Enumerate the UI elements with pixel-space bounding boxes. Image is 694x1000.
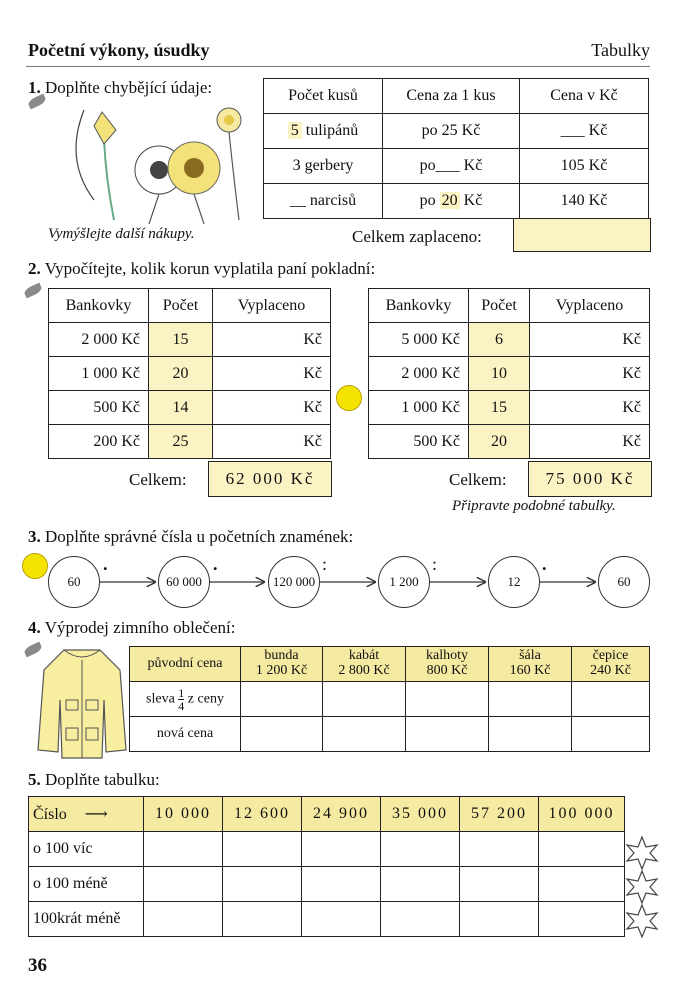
ex4-cell[interactable] <box>572 682 650 717</box>
ex5-table <box>28 796 625 937</box>
ex4-item-name: šála <box>519 648 541 664</box>
ex3-operator: : <box>432 554 438 574</box>
ex3-operator: . <box>213 554 218 574</box>
ex2-header-notes: Bankovky <box>369 289 469 323</box>
ex5-number-cell: 57 200 <box>460 797 539 832</box>
ex4-item-price: 240 Kč <box>590 663 631 678</box>
ex1-paid-label: Celkem zaplaceno: <box>352 227 482 246</box>
ex1-qty-blank: __ <box>289 192 306 209</box>
ex5-number-cell: 10 000 <box>144 797 223 832</box>
ex4-item-name: kalhoty <box>426 648 468 664</box>
ex4-discount-suffix: z ceny <box>187 691 224 707</box>
ex4-discount-word: sleva <box>146 691 175 707</box>
ex1-header-unit-price: Cena za 1 kus <box>383 79 520 114</box>
ex5-cell[interactable] <box>223 832 302 867</box>
ex5-cell[interactable] <box>539 832 625 867</box>
ex4-cell[interactable] <box>323 717 406 752</box>
ex4-item <box>489 647 572 682</box>
jacket-illustration <box>34 640 130 760</box>
ex1-price-unit: Kč <box>463 192 483 209</box>
ex1-qty-value: 3 <box>292 157 301 174</box>
ex1-header-qty: Počet kusů <box>264 79 383 114</box>
arrow-right-icon: ⟶ <box>84 806 108 823</box>
ex2-note-value: 5 000 Kč <box>369 323 469 357</box>
ex4-cell[interactable] <box>406 682 489 717</box>
ex5-cell[interactable] <box>460 902 539 937</box>
table-row <box>29 867 625 902</box>
ex5-number-cell: 24 900 <box>302 797 381 832</box>
ex2-header-paid: Vyplaceno <box>530 289 650 323</box>
ex4-item-name: kabát <box>348 648 380 664</box>
ex4-cell[interactable] <box>323 682 406 717</box>
ex2-paid-cell[interactable]: Kč <box>213 323 331 357</box>
ex2-note-value: 2 000 Kč <box>49 323 149 357</box>
ex2-right-total-label: Celkem: <box>449 470 507 489</box>
ex2-paid-cell[interactable]: Kč <box>530 357 650 391</box>
ex2-note-value: 1 000 Kč <box>49 357 149 391</box>
ex5-cell[interactable] <box>460 832 539 867</box>
ex1-note: Vymýšlejte další nákupy. <box>48 226 195 242</box>
ex4-cell[interactable] <box>241 682 323 717</box>
ex5-cell[interactable] <box>223 867 302 902</box>
ex1-item: gerbery <box>304 157 354 174</box>
table-row <box>29 902 625 937</box>
ex4-item-price: 160 Kč <box>509 663 551 678</box>
ex2-header-paid: Vyplaceno <box>213 289 331 323</box>
ex5-number-cell: 12 600 <box>223 797 302 832</box>
ex3-circle: 1 200 <box>378 556 430 608</box>
ex2-left-total-label: Celkem: <box>129 470 187 489</box>
ex1-price-prefix: po <box>419 192 436 209</box>
ex3-circle: 60 000 <box>158 556 210 608</box>
ex4-item <box>572 647 650 682</box>
ex5-cell[interactable] <box>460 867 539 902</box>
ex1-price-value: 25 <box>441 122 458 139</box>
ex3-operator: : <box>322 554 328 574</box>
ex2-count: 20 <box>149 357 213 391</box>
table-row <box>130 682 650 717</box>
ex2-paid-cell[interactable]: Kč <box>530 425 650 459</box>
ex3-title: Doplňte správné čísla u početních znamének: <box>45 527 354 546</box>
ex5-cell[interactable] <box>302 867 381 902</box>
ex2-count: 14 <box>149 391 213 425</box>
ex2-paid-cell[interactable]: Kč <box>530 391 650 425</box>
ex3-circle: 60 <box>598 556 650 608</box>
ex2-note-value: 2 000 Kč <box>369 357 469 391</box>
ex5-head-label <box>29 797 144 832</box>
ex1-total-cell[interactable]: ___ Kč <box>520 114 649 149</box>
ex5-row-label: o 100 méně <box>29 867 144 902</box>
ex4-item <box>406 647 489 682</box>
ex5-number-cell: 100 000 <box>539 797 625 832</box>
ex4-item <box>241 647 323 682</box>
ex5-number-cell: 35 000 <box>381 797 460 832</box>
ex5-cell[interactable] <box>144 832 223 867</box>
ex5-cell[interactable] <box>144 867 223 902</box>
ex4-label-discount <box>130 682 241 717</box>
ex2-left-total: 62 000 Kč <box>208 461 332 497</box>
ex3-circle: 12 <box>488 556 540 608</box>
ex1-header-total: Cena v Kč <box>520 79 649 114</box>
ex4-cell[interactable] <box>572 717 650 752</box>
ex4-cell[interactable] <box>489 682 572 717</box>
ex1-title: Doplňte chybějící údaje: <box>45 78 213 97</box>
ex4-title: Výprodej zimního oblečení: <box>44 618 236 637</box>
ex5-cell[interactable] <box>302 832 381 867</box>
ex1-number: 1. <box>28 78 41 97</box>
ex2-title: Vypočítejte, kolik korun vyplatila paní pokladní: <box>44 259 376 278</box>
ex2-note-value: 200 Kč <box>49 425 149 459</box>
ex2-count: 15 <box>469 391 530 425</box>
ex2-count: 15 <box>149 323 213 357</box>
ex4-heading <box>28 618 235 638</box>
ex1-price-unit: Kč <box>463 157 483 174</box>
ex3-circle: 120 000 <box>268 556 320 608</box>
ex1-price-value: ___ <box>435 157 460 174</box>
ex5-head-text: Číslo <box>33 806 67 823</box>
ex2-note-value: 500 Kč <box>49 391 149 425</box>
ex4-item-price: 1 200 Kč <box>255 663 308 678</box>
ex3-operator: . <box>542 554 547 574</box>
ex5-cell[interactable] <box>381 902 460 937</box>
topic-title: Tabulky <box>591 40 650 60</box>
ex5-cell[interactable] <box>381 832 460 867</box>
ex5-heading <box>28 770 160 790</box>
ex4-cell[interactable] <box>241 717 323 752</box>
ex2-note-value: 500 Kč <box>369 425 469 459</box>
ex1-price-prefix: po <box>421 122 438 139</box>
ex2-number: 2. <box>28 259 41 278</box>
ex4-item-price: 2 800 Kč <box>338 663 390 678</box>
ex1-price-unit: Kč <box>461 122 481 139</box>
ex1-qty-value: 5 <box>288 122 302 139</box>
ex2-count: 25 <box>149 425 213 459</box>
ex5-cell[interactable] <box>144 902 223 937</box>
ex1-total-cell[interactable]: 105 Kč <box>520 149 649 184</box>
ex4-cell[interactable] <box>489 717 572 752</box>
ex1-total-cell[interactable]: 140 Kč <box>520 184 649 219</box>
ex2-count: 6 <box>469 323 530 357</box>
ex2-paid-cell[interactable]: Kč <box>213 357 331 391</box>
ex4-item-price: 800 Kč <box>426 663 468 678</box>
star-icon[interactable] <box>624 869 660 905</box>
ex1-price-value: 20 <box>441 192 458 209</box>
ex3-number: 3. <box>28 527 41 546</box>
ex2-count: 10 <box>469 357 530 391</box>
star-icon[interactable] <box>624 903 660 939</box>
ex1-item: tulipánů <box>305 122 359 139</box>
ex5-cell[interactable] <box>381 867 460 902</box>
ex4-item-name: čepice <box>592 648 629 664</box>
ex2-count: 20 <box>469 425 530 459</box>
ex2-paid-cell[interactable]: Kč <box>530 323 650 357</box>
ex2-note: Připravte podobné tabulky. <box>452 498 616 514</box>
ex1-price-prefix: po <box>419 157 436 174</box>
ex4-fraction-den: 4 <box>178 698 185 713</box>
ex4-fraction-num: 1 <box>178 685 185 700</box>
ex4-table <box>129 646 650 752</box>
ex3-operator: . <box>103 554 108 574</box>
ex5-cell[interactable] <box>539 867 625 902</box>
ex4-number: 4. <box>28 618 41 637</box>
ex2-paid-cell[interactable]: Kč <box>213 391 331 425</box>
ex2-header-count: Počet <box>469 289 530 323</box>
ex5-title: Doplňte tabulku: <box>45 770 160 789</box>
ex4-cell[interactable] <box>406 717 489 752</box>
ex2-header-count: Počet <box>149 289 213 323</box>
table-row <box>130 717 650 752</box>
ex2-right-total: 75 000 Kč <box>528 461 652 497</box>
ex4-label-original: původní cena <box>130 647 241 682</box>
star-icon[interactable] <box>624 835 660 871</box>
ex4-item <box>323 647 406 682</box>
ex1-item: narcisů <box>309 192 357 209</box>
ex2-note-value: 1 000 Kč <box>369 391 469 425</box>
ex5-cell[interactable] <box>539 902 625 937</box>
ex5-cell[interactable] <box>302 902 381 937</box>
ex3-circle: 60 <box>48 556 100 608</box>
ex2-header-notes: Bankovky <box>49 289 149 323</box>
ex4-item-name: bunda <box>264 648 299 664</box>
ex4-fraction <box>178 687 184 712</box>
ex5-number: 5. <box>28 770 41 789</box>
ex4-label-new: nová cena <box>130 717 241 752</box>
ex5-cell[interactable] <box>223 902 302 937</box>
section-title: Početní výkony, úsudky <box>28 40 210 60</box>
ex2-paid-cell[interactable]: Kč <box>213 425 331 459</box>
page-number: 36 <box>28 955 47 976</box>
table-row <box>29 832 625 867</box>
ex5-row-label: o 100 víc <box>29 832 144 867</box>
ex5-row-label: 100krát méně <box>29 902 144 937</box>
